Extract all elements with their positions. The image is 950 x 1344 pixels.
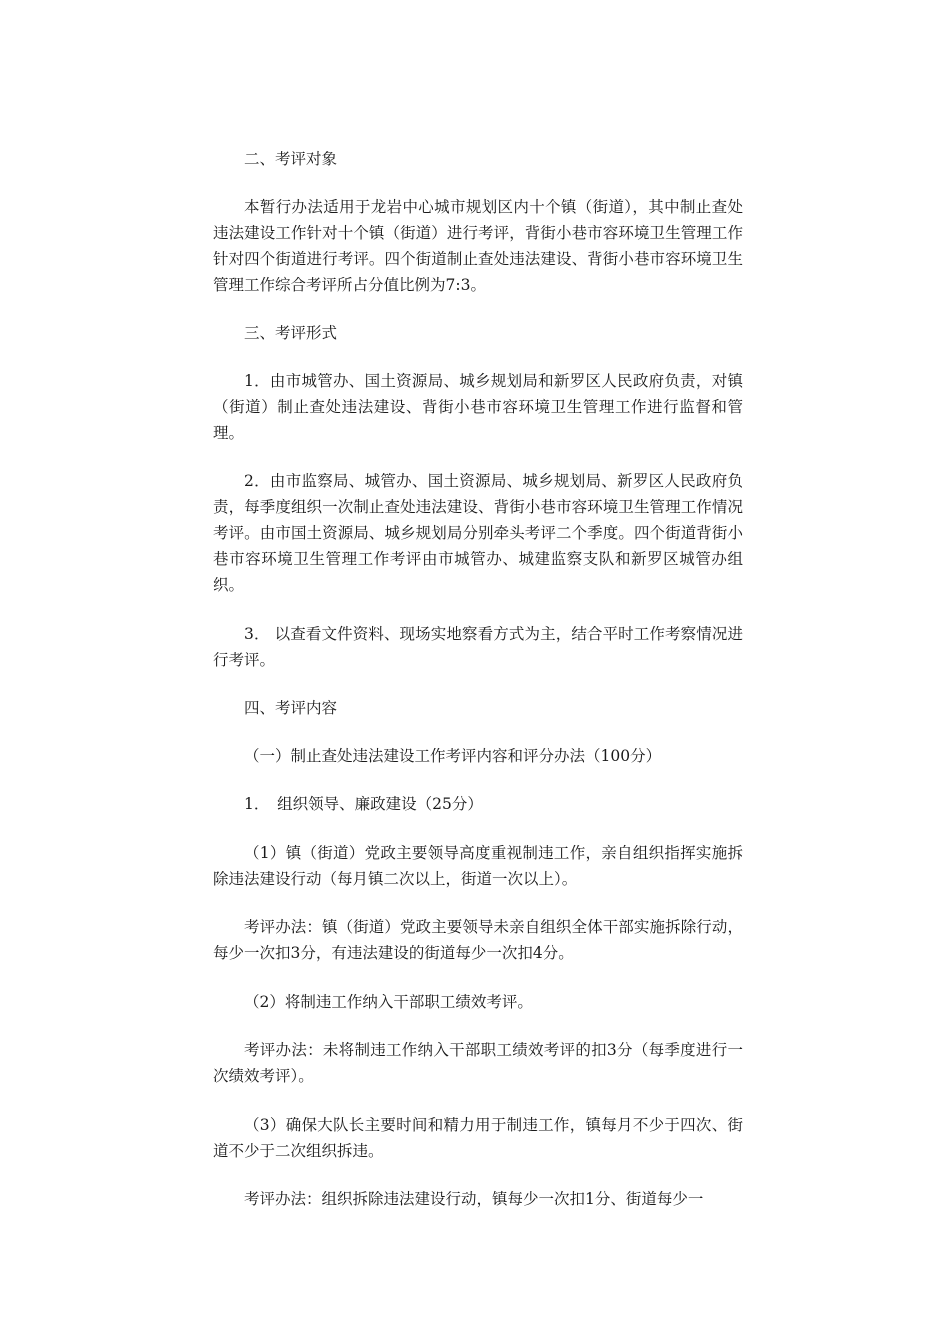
paragraph-requirement-3: （3）确保大队长主要时间和精力用于制违工作，镇每月不少于四次、街道不少于二次组织拆违。: [213, 1115, 743, 1160]
section-heading-review-content: 四、考评内容: [244, 699, 338, 717]
paragraph-form-item-3: 3． 以查看文件资料、现场实地察看方式为主，结合平时工作考察情况进行考评。: [213, 624, 743, 669]
item-heading-leadership: 1． 组织领导、廉政建设（25分）: [244, 795, 483, 813]
paragraph-form-item-2: 2．由市监察局、城管办、国土资源局、城乡规划局、新罗区人民政府负责，每季度组织一次制止查处违法建设、背街小巷市容环境卫生管理工作情况考评。由市国土资源局、城乡规划局分别牵头考评二个季度。四个街道背街小巷市容环境卫生管理工作考评由市城管办、城建监察支队和新罗区城管办组织。: [213, 472, 743, 594]
section-heading-review-targets: 二、考评对象: [244, 150, 338, 168]
paragraph-requirement-2: （2）将制违工作纳入干部职工绩效考评。: [244, 992, 533, 1011]
paragraph-method-3: 考评办法：组织拆除违法建设行动，镇每少一次扣1分、街道每少一: [244, 1190, 704, 1208]
paragraph-scope: 本暂行办法适用于龙岩中心城市规划区内十个镇（街道），其中制止查处违法建设工作针对十个镇（街道）进行考评，背街小巷市容环境卫生管理工作针对四个街道进行考评。四个街道制止查处违法建设、背街小巷市容环境卫生管理工作综合考评所占分值比例为7:3。: [213, 197, 743, 294]
paragraph-method-2: 考评办法：未将制违工作纳入干部职工绩效考评的扣3分（每季度进行一次绩效考评）。: [213, 1041, 743, 1085]
paragraph-form-item-1: 1．由市城管办、国土资源局、城乡规划局和新罗区人民政府负责，对镇（街道）制止查处违法建设、背街小巷市容环境卫生管理工作进行监督和管理。: [213, 371, 743, 442]
section-heading-review-form: 三、考评形式: [244, 324, 338, 342]
paragraph-requirement-1: （1）镇（街道）党政主要领导高度重视制违工作，亲自组织指挥实施拆除违法建设行动（每月镇二次以上，街道一次以上）。: [213, 843, 743, 888]
subsection-heading-illegal-construction: （一）制止查处违法建设工作考评内容和评分办法（100分）: [244, 746, 662, 765]
paragraph-method-1: 考评办法：镇（街道）党政主要领导未亲自组织全体干部实施拆除行动，每少一次扣3分，有违法建设的街道每少一次扣4分。: [213, 918, 743, 962]
document-body: [213, 146, 743, 1235]
